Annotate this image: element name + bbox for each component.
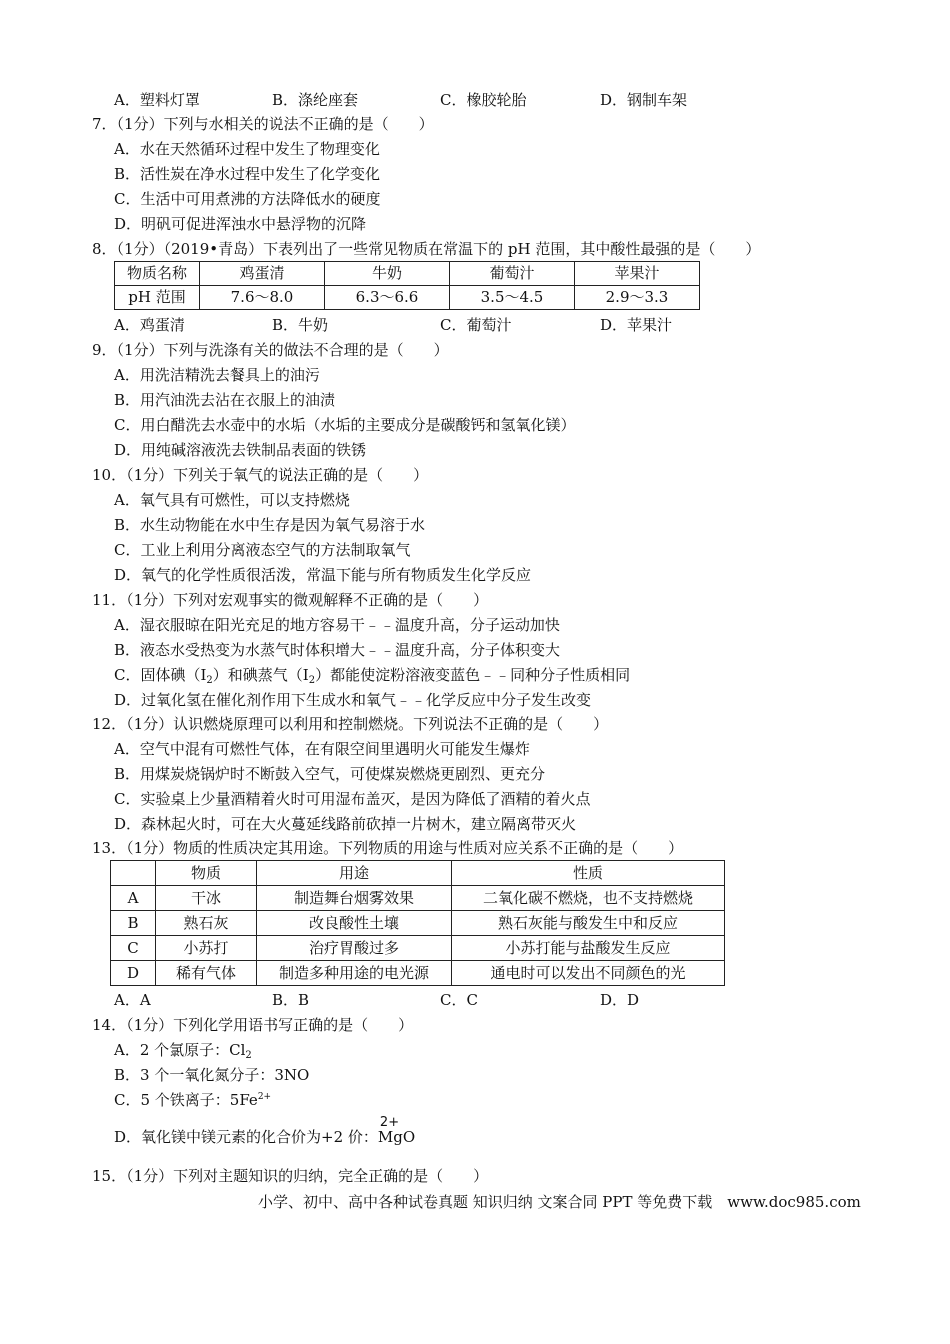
table-cell: 3.5～4.5 [450, 286, 575, 310]
q6-option-d: D．钢制车架 [600, 91, 688, 109]
table-cell: 物质名称 [115, 262, 200, 286]
table-row [111, 886, 725, 911]
table-cell: B [111, 911, 156, 936]
q9-option-d: D．用纯碱溶液洗去铁制品表面的铁锈 [114, 441, 367, 459]
q14-stem: 14．（1分）下列化学用语书写正确的是（ ） [92, 1016, 414, 1034]
q13-option-b: B．B [272, 991, 310, 1009]
q10-option-a: A．氧气具有可燃性，可以支持燃烧 [114, 491, 350, 509]
q7-option-c: C．生活中可用煮沸的方法降低水的硬度 [114, 190, 381, 208]
q11-option-b: B．液态水受热变为水蒸气时体积增大﹣﹣温度升高，分子体积变大 [114, 641, 561, 659]
q10-stem: 10．（1分）下列关于氧气的说法正确的是（ ） [92, 466, 429, 484]
table-header-cell: 用途 [257, 861, 452, 886]
q11-c-part1: C．固体碘（I [114, 666, 207, 684]
q6-option-a: A．塑料灯罩 [114, 91, 200, 109]
q13-options [114, 990, 814, 1010]
q7-option-a: A．水在天然循环过程中发生了物理变化 [114, 140, 380, 158]
q8-option-d: D．苹果汁 [600, 316, 673, 334]
subscript: 2 [245, 1050, 252, 1061]
q8-option-c: C．葡萄汁 [440, 316, 512, 334]
q11-stem: 11．（1分）下列对宏观事实的微观解释不正确的是（ ） [92, 591, 489, 609]
property-use-table [110, 860, 725, 986]
q9-option-b: B．用汽油洗去沾在衣服上的油渍 [114, 391, 336, 409]
table-cell: 2.9～3.3 [575, 286, 700, 310]
table-cell: 苹果汁 [575, 262, 700, 286]
q14-option-c [114, 1090, 271, 1110]
table-cell: 熟石灰能与酸发生中和反应 [452, 911, 725, 936]
q6-option-b: B．涤纶座套 [272, 91, 359, 109]
q9-option-a: A．用洗洁精洗去餐具上的油污 [114, 366, 320, 384]
table-cell: 小苏打 [156, 936, 257, 961]
table-row [115, 262, 700, 286]
q13-option-a: A．A [114, 991, 151, 1009]
q13-option-c: C．C [440, 991, 478, 1009]
table-cell: 制造舞台烟雾效果 [257, 886, 452, 911]
table-cell: C [111, 936, 156, 961]
table-cell: 小苏打能与盐酸发生反应 [452, 936, 725, 961]
q13-option-d: D．D [600, 991, 640, 1009]
q14-option-d [114, 1115, 416, 1147]
table-cell: 熟石灰 [156, 911, 257, 936]
q11-option-a: A．湿衣服晾在阳光充足的地方容易干﹣﹣温度升高，分子运动加快 [114, 616, 560, 634]
q12-option-a: A．空气中混有可燃性气体，在有限空间里遇明火可能发生爆炸 [114, 740, 530, 758]
q11-c-part2: ）和碘蒸气（I [212, 666, 309, 684]
q14-d-text: D．氧化镁中镁元素的化合价为+2 价： [114, 1128, 378, 1146]
q11-c-part3: ）都能使淀粉溶液变蓝色﹣﹣同种分子性质相同 [315, 666, 631, 684]
q9-stem: 9．（1分）下列与洗涤有关的做法不合理的是（ ） [92, 341, 449, 359]
q15-stem: 15．（1分）下列对主题知识的归纳，完全正确的是（ ） [92, 1167, 489, 1185]
table-header-cell: 性质 [452, 861, 725, 886]
table-cell: 6.3～6.6 [325, 286, 450, 310]
table-header-cell [111, 861, 156, 886]
page-footer: 小学、初中、高中各种试卷真题 知识归纳 文案合同 PPT 等免费下载 www.doc985.com [258, 1193, 861, 1211]
table-row [111, 911, 725, 936]
subscript: 2 [308, 675, 316, 686]
q10-option-c: C．工业上利用分离液态空气的方法制取氧气 [114, 541, 411, 559]
q11-option-c [114, 665, 630, 685]
q13-stem: 13．（1分）物质的性质决定其用途。下列物质的用途与性质对应关系不正确的是（ ） [92, 839, 684, 857]
table-cell: 稀有气体 [156, 961, 257, 986]
table-cell: D [111, 961, 156, 986]
table-cell: pH 范围 [115, 286, 200, 310]
table-cell: 鸡蛋清 [200, 262, 325, 286]
ph-range-table [114, 261, 700, 310]
table-cell: 制造多种用途的电光源 [257, 961, 452, 986]
table-row [115, 286, 700, 310]
q14-option-b: B．3 个一氧化氮分子：3NO [114, 1066, 310, 1084]
q14-c-text: C．5 个铁离子：5Fe [114, 1091, 258, 1109]
q12-option-d: D．森林起火时，可在大火蔓延线路前砍掉一片树木，建立隔离带灭火 [114, 815, 577, 833]
q6-option-c: C．橡胶轮胎 [440, 91, 527, 109]
table-cell: 牛奶 [325, 262, 450, 286]
formula: MgO [377, 1128, 416, 1146]
q9-option-c: C．用白醋洗去水壶中的水垢（水垢的主要成分是碳酸钙和氢氧化镁） [114, 416, 576, 434]
table-cell: A [111, 886, 156, 911]
valence-formula [377, 1115, 416, 1147]
q14-option-a [114, 1040, 252, 1060]
q8-option-b: B．牛奶 [272, 316, 329, 334]
q8-stem: 8．（1分）（2019•青岛）下表列出了一些常见物质在常温下的 pH 范围，其中酸性最强的是（ ） [92, 240, 761, 258]
q7-option-b: B．活性炭在净水过程中发生了化学变化 [114, 165, 381, 183]
subscript: 2 [206, 675, 213, 686]
table-row [111, 936, 725, 961]
table-cell: 干冰 [156, 886, 257, 911]
q10-option-b: B．水生动物能在水中生存是因为氧气易溶于水 [114, 516, 426, 534]
table-cell: 7.6～8.0 [200, 286, 325, 310]
table-cell: 改良酸性土壤 [257, 911, 452, 936]
q14-a-text: A．2 个氯原子：Cl [114, 1041, 246, 1059]
q8-option-a: A．鸡蛋清 [114, 316, 185, 334]
table-header-row [111, 861, 725, 886]
table-row [111, 961, 725, 986]
q11-option-d: D．过氧化氢在催化剂作用下生成水和氧气﹣﹣化学反应中分子发生改变 [114, 691, 592, 709]
q8-options [114, 315, 814, 335]
table-cell: 通电时可以发出不同颜色的光 [452, 961, 725, 986]
q7-stem: 7．（1分）下列与水相关的说法不正确的是（ ） [92, 115, 434, 133]
table-cell: 葡萄汁 [450, 262, 575, 286]
superscript: 2+ [257, 1092, 272, 1102]
table-cell: 治疗胃酸过多 [257, 936, 452, 961]
q7-option-d: D．明矾可促进浑浊水中悬浮物的沉降 [114, 215, 367, 233]
table-header-cell: 物质 [156, 861, 257, 886]
q6-options [114, 90, 814, 110]
q12-option-b: B．用煤炭烧锅炉时不断鼓入空气，可使煤炭燃烧更剧烈、更充分 [114, 765, 546, 783]
q12-stem: 12．（1分）认识燃烧原理可以利用和控制燃烧。下列说法不正确的是（ ） [92, 715, 609, 733]
q10-option-d: D．氧气的化学性质很活泼，常温下能与所有物质发生化学反应 [114, 566, 532, 584]
q12-option-c: C．实验桌上少量酒精着火时可用湿布盖灭，是因为降低了酒精的着火点 [114, 790, 591, 808]
table-cell: 二氧化碳不燃烧，也不支持燃烧 [452, 886, 725, 911]
valence-charge: 2+ [379, 1115, 400, 1130]
